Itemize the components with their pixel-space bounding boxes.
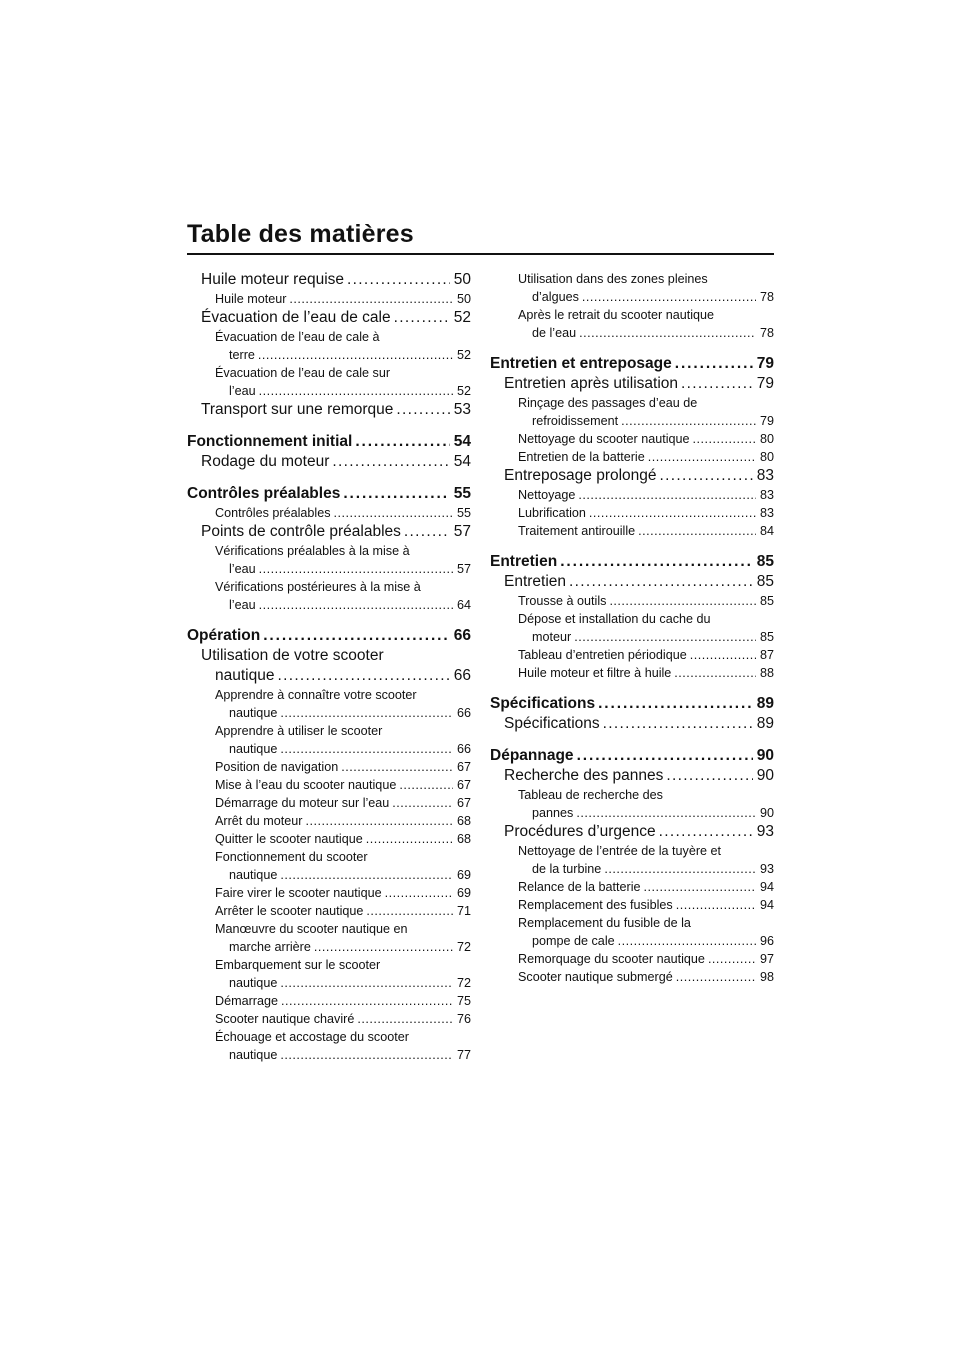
toc-entry[interactable] — [490, 914, 774, 950]
toc-entry-label: Faire virer le scooter nautique — [215, 886, 382, 900]
toc-entry-page: 54 — [453, 453, 471, 470]
dot-leader — [638, 522, 756, 540]
toc-entry-page: 71 — [456, 904, 471, 918]
toc-entry[interactable] — [187, 432, 471, 452]
dot-leader — [598, 694, 753, 714]
toc-entry-page: 85 — [756, 573, 774, 590]
dot-leader — [604, 860, 756, 878]
toc-entry-label: nautique — [229, 976, 278, 990]
dot-leader — [674, 664, 756, 682]
dot-leader — [648, 448, 756, 466]
toc-entry-page: 87 — [759, 648, 774, 662]
toc-entry-label: Entretien et entreposage — [490, 355, 672, 372]
dot-leader — [676, 896, 756, 914]
toc-entry-page: 67 — [456, 796, 471, 810]
dot-leader — [676, 968, 756, 986]
toc-entry-label-lead: Évacuation de l’eau de cale sur — [215, 366, 391, 380]
toc-entry-label-lead: Apprendre à connaître votre scooter — [215, 688, 417, 702]
toc-entry-label: pannes — [532, 806, 574, 820]
toc-entry-page: 94 — [759, 898, 774, 912]
toc-entry-label: refroidissement — [532, 414, 619, 428]
toc-entry-page: 83 — [759, 506, 774, 520]
dot-leader — [618, 932, 756, 950]
toc-entry[interactable] — [490, 786, 774, 822]
toc-entry[interactable] — [187, 848, 471, 884]
toc-entry-label: pompe de cale — [532, 934, 615, 948]
toc-entry-label-lead: Échouage et accostage du scooter — [215, 1030, 409, 1044]
toc-entry-page: 85 — [759, 594, 774, 608]
toc-entry[interactable] — [187, 542, 471, 578]
toc-entry-label: l’eau — [229, 562, 256, 576]
toc-entry[interactable] — [187, 1010, 471, 1028]
toc-entry[interactable] — [187, 776, 471, 794]
toc-entry[interactable] — [490, 646, 774, 664]
toc-entry-page: 78 — [759, 326, 774, 340]
dot-leader — [666, 766, 752, 786]
dot-leader — [621, 412, 756, 430]
toc-entry[interactable] — [187, 290, 471, 308]
toc-entry-label: Évacuation de l’eau de cale — [201, 309, 391, 326]
toc-entry-label: Relance de la batterie — [518, 880, 641, 894]
toc-entry-page: 78 — [759, 290, 774, 304]
toc-entry-label: Entretien de la batterie — [518, 450, 645, 464]
toc-entry[interactable] — [187, 270, 471, 290]
toc-entry[interactable] — [187, 812, 471, 830]
dot-leader — [675, 354, 753, 374]
toc-entry-page: 67 — [456, 778, 471, 792]
toc-entry-page: 55 — [456, 506, 471, 520]
toc-entry[interactable] — [187, 484, 471, 504]
dot-leader — [560, 552, 753, 572]
toc-entry-page: 93 — [759, 862, 774, 876]
toc-entry-label: Traitement antirouille — [518, 524, 636, 538]
toc-entry-page: 52 — [456, 384, 471, 398]
toc-entry-page: 88 — [759, 666, 774, 680]
toc-entry[interactable] — [490, 878, 774, 896]
dot-leader — [569, 572, 753, 592]
toc-entry[interactable] — [187, 328, 471, 364]
toc-entry-page: 52 — [456, 348, 471, 362]
toc-entry-page: 66 — [453, 627, 471, 644]
dot-leader — [280, 1046, 453, 1064]
dot-leader — [394, 308, 450, 328]
toc-entry-label: l’eau — [229, 384, 256, 398]
dot-leader — [609, 592, 756, 610]
toc-entry-page: 77 — [456, 1048, 471, 1062]
toc-entry[interactable] — [187, 686, 471, 722]
dot-leader — [259, 596, 453, 614]
toc-entry-page: 68 — [456, 832, 471, 846]
toc-entry-page: 76 — [456, 1012, 471, 1026]
toc-entry[interactable] — [187, 452, 471, 472]
toc-entry[interactable] — [490, 592, 774, 610]
toc-entry-page: 94 — [759, 880, 774, 894]
toc-entry-page: 90 — [756, 767, 774, 784]
toc-entry-label: nautique — [229, 742, 278, 756]
toc-entry-label: Entreposage prolongé — [504, 467, 657, 484]
toc-entry-label: d’algues — [532, 290, 579, 304]
toc-entry-label: Scooter nautique chaviré — [215, 1012, 355, 1026]
toc-entry[interactable] — [490, 968, 774, 986]
dot-leader — [289, 290, 453, 308]
dot-leader — [280, 740, 453, 758]
toc-entry-page: 55 — [453, 485, 471, 502]
toc-entry[interactable] — [490, 610, 774, 646]
toc-entry-page: 96 — [759, 934, 774, 948]
toc-entry[interactable] — [490, 766, 774, 786]
toc-entry-page: 66 — [453, 667, 471, 684]
toc-entry-label-lead: Manœuvre du scooter nautique en — [215, 922, 408, 936]
toc-entry-label: Fonctionnement initial — [187, 433, 353, 450]
toc-entry-label: Rodage du moteur — [201, 453, 330, 470]
dot-leader — [690, 646, 756, 664]
toc-entry-page: 57 — [453, 523, 471, 540]
dot-leader — [582, 288, 756, 306]
toc-entry-label: Procédures d’urgence — [504, 823, 656, 840]
dot-leader — [259, 560, 453, 578]
dot-leader — [357, 1010, 453, 1028]
toc-entry-label: Démarrage — [215, 994, 278, 1008]
toc-entry-page: 85 — [759, 630, 774, 644]
dot-leader — [332, 452, 449, 472]
toc-entry-page: 79 — [756, 375, 774, 392]
toc-entry-label: nautique — [215, 667, 275, 684]
toc-entry[interactable] — [187, 884, 471, 902]
toc-entry-label: Huile moteur et filtre à huile — [518, 666, 672, 680]
toc-entry[interactable] — [490, 306, 774, 342]
toc-entry[interactable] — [490, 896, 774, 914]
toc-entry[interactable] — [490, 466, 774, 486]
toc-entry-page: 84 — [759, 524, 774, 538]
toc-entry-label: Huile moteur requise — [201, 271, 345, 288]
toc-entry[interactable] — [187, 646, 471, 686]
toc-entry-label: Dépannage — [490, 747, 574, 764]
toc-entry[interactable] — [187, 504, 471, 522]
dot-leader — [366, 830, 453, 848]
toc-entry-label-lead: Évacuation de l’eau de cale à — [215, 330, 380, 344]
dot-leader — [281, 992, 453, 1010]
dot-leader — [341, 758, 453, 776]
toc-entry[interactable] — [187, 992, 471, 1010]
toc-entry-label: Nettoyage du scooter nautique — [518, 432, 690, 446]
toc-entry-page: 79 — [759, 414, 774, 428]
toc-entry-page: 50 — [453, 271, 471, 288]
toc-entry-label: Arrêter le scooter nautique — [215, 904, 364, 918]
toc-entry-label-lead: Utilisation de votre scooter — [201, 647, 384, 664]
toc-entry-label: Contrôles préalables — [215, 506, 331, 520]
toc-entry-page: 52 — [453, 309, 471, 326]
toc-entry-label: terre — [229, 348, 255, 362]
toc-entry-label: l’eau — [229, 598, 256, 612]
title-rule — [187, 253, 774, 255]
dot-leader — [681, 374, 753, 394]
dot-leader — [343, 484, 449, 504]
toc-entry[interactable] — [490, 486, 774, 504]
toc-entry-page: 89 — [756, 695, 774, 712]
toc-entry-page: 53 — [453, 401, 471, 418]
dot-leader — [579, 324, 756, 342]
dot-leader — [708, 950, 756, 968]
dot-leader — [396, 400, 449, 420]
toc-entry[interactable] — [490, 270, 774, 306]
toc-entry-label: Position de navigation — [215, 760, 339, 774]
toc-column-right — [490, 270, 774, 986]
dot-leader — [578, 486, 756, 504]
dot-leader — [577, 746, 753, 766]
toc-entry-page: 89 — [756, 715, 774, 732]
toc-entry-page: 85 — [756, 553, 774, 570]
dot-leader — [355, 432, 449, 452]
toc-entry-page: 69 — [456, 886, 471, 900]
toc-entry-label: Huile moteur — [215, 292, 287, 306]
dot-leader — [280, 866, 453, 884]
toc-entry[interactable] — [490, 504, 774, 522]
toc-entry[interactable] — [187, 902, 471, 920]
toc-entry-label-lead: Tableau de recherche des — [518, 788, 663, 802]
toc-entry-page: 79 — [756, 355, 774, 372]
toc-entry[interactable] — [490, 714, 774, 734]
toc-entry[interactable] — [187, 956, 471, 992]
toc-entry[interactable] — [490, 664, 774, 682]
toc-entry[interactable] — [187, 626, 471, 646]
toc-entry-page: 72 — [456, 940, 471, 954]
dot-leader — [574, 628, 756, 646]
toc-entry[interactable] — [490, 950, 774, 968]
toc-entry-label: nautique — [229, 1048, 278, 1062]
toc-entry-label: Scooter nautique submergé — [518, 970, 673, 984]
toc-entry-label: Nettoyage — [518, 488, 576, 502]
toc-entry-page: 72 — [456, 976, 471, 990]
toc-entry-label-lead: Dépose et installation du cache du — [518, 612, 711, 626]
toc-entry-label: Remorquage du scooter nautique — [518, 952, 705, 966]
toc-entry-label: Transport sur une remorque — [201, 401, 394, 418]
toc-entry-label: Remplacement des fusibles — [518, 898, 673, 912]
toc-entry-label-lead: Après le retrait du scooter nautique — [518, 308, 715, 322]
toc-entry[interactable] — [490, 522, 774, 540]
toc-entry-label: de l’eau — [532, 326, 577, 340]
toc-entry[interactable] — [490, 374, 774, 394]
dot-leader — [277, 666, 449, 686]
toc-entry-label-lead: Embarquement sur le scooter — [215, 958, 381, 972]
toc-entry-page: 97 — [759, 952, 774, 966]
toc-entry[interactable] — [187, 722, 471, 758]
toc-entry-label: Entretien après utilisation — [504, 375, 679, 392]
toc-entry-label: de la turbine — [532, 862, 602, 876]
toc-entry-page: 98 — [759, 970, 774, 984]
toc-entry-label-lead: Fonctionnement du scooter — [215, 850, 368, 864]
toc-entry-page: 66 — [456, 742, 471, 756]
dot-leader — [314, 938, 453, 956]
toc-entry[interactable] — [187, 758, 471, 776]
toc-entry-page: 80 — [759, 432, 774, 446]
dot-leader — [306, 812, 453, 830]
toc-entry-page: 54 — [453, 433, 471, 450]
toc-entry[interactable] — [490, 842, 774, 878]
toc-entry-label: Démarrage du moteur sur l’eau — [215, 796, 390, 810]
toc-entry-label-lead: Utilisation dans des zones pleines — [518, 272, 708, 286]
toc-entry[interactable] — [490, 822, 774, 842]
toc-entry-label: Contrôles préalables — [187, 485, 341, 502]
toc-entry-label: Points de contrôle préalables — [201, 523, 401, 540]
dot-leader — [589, 504, 756, 522]
toc-entry[interactable] — [187, 830, 471, 848]
toc-entry-page: 83 — [759, 488, 774, 502]
dot-leader — [258, 346, 453, 364]
toc-entry-label-lead: Apprendre à utiliser le scooter — [215, 724, 383, 738]
dot-leader — [280, 704, 453, 722]
toc-entry-page: 83 — [756, 467, 774, 484]
dot-leader — [334, 504, 453, 522]
dot-leader — [603, 714, 753, 734]
dot-leader — [263, 626, 450, 646]
toc-entry[interactable] — [490, 394, 774, 430]
toc-entry[interactable] — [187, 1028, 471, 1064]
toc-entry-page: 68 — [456, 814, 471, 828]
toc-entry-label: Lubrification — [518, 506, 586, 520]
toc-entry-label: Trousse à outils — [518, 594, 607, 608]
toc-entry-page: 67 — [456, 760, 471, 774]
dot-leader — [347, 270, 450, 290]
toc-entry-label: Opération — [187, 627, 261, 644]
toc-entry[interactable] — [490, 430, 774, 448]
toc-entry-label: Arrêt du moteur — [215, 814, 303, 828]
dot-leader — [392, 794, 453, 812]
toc-entry-label-lead: Vérifications préalables à la mise à — [215, 544, 410, 558]
toc-entry-label-lead: Vérifications postérieures à la mise à — [215, 580, 421, 594]
toc-entry[interactable] — [490, 448, 774, 466]
toc-entry-label: Tableau d’entretien périodique — [518, 648, 687, 662]
toc-entry-label: moteur — [532, 630, 572, 644]
toc-entry-label-lead: Nettoyage de l’entrée de la tuyère et — [518, 844, 722, 858]
toc-entry-label: Quitter le scooter nautique — [215, 832, 363, 846]
toc-entry[interactable] — [187, 920, 471, 956]
toc-entry-label: marche arrière — [229, 940, 311, 954]
dot-leader — [576, 804, 756, 822]
toc-entry-label: nautique — [229, 706, 278, 720]
toc-entry[interactable] — [490, 354, 774, 374]
dot-leader — [399, 776, 453, 794]
toc-entry-page: 57 — [456, 562, 471, 576]
toc-entry-page: 93 — [756, 823, 774, 840]
toc-entry-page: 80 — [759, 450, 774, 464]
toc-entry-label: Spécifications — [490, 695, 596, 712]
toc-entry-label: Spécifications — [504, 715, 600, 732]
dot-leader — [693, 430, 756, 448]
toc-entry-label: Recherche des pannes — [504, 767, 664, 784]
toc-entry-page: 90 — [759, 806, 774, 820]
toc-entry-label-lead: Remplacement du fusible de la — [518, 916, 691, 930]
toc-entry[interactable] — [490, 572, 774, 592]
page-title: Table des matières — [187, 220, 414, 248]
toc-entry[interactable] — [490, 694, 774, 714]
toc-entry-page: 66 — [456, 706, 471, 720]
toc-entry-page: 69 — [456, 868, 471, 882]
dot-leader — [280, 974, 453, 992]
toc-entry[interactable] — [187, 364, 471, 400]
toc-entry-label-lead: Rinçage des passages d’eau de — [518, 396, 698, 410]
toc-entry-page: 50 — [456, 292, 471, 306]
dot-leader — [259, 382, 453, 400]
toc-entry[interactable] — [187, 794, 471, 812]
dot-leader — [404, 522, 450, 542]
toc-entry[interactable] — [187, 400, 471, 420]
toc-entry[interactable] — [187, 522, 471, 542]
dot-leader — [366, 902, 453, 920]
toc-entry-label: Entretien — [490, 553, 558, 570]
toc-entry[interactable] — [490, 746, 774, 766]
toc-entry-label: Mise à l’eau du scooter nautique — [215, 778, 397, 792]
toc-entry[interactable] — [187, 308, 471, 328]
toc-entry[interactable] — [187, 578, 471, 614]
dot-leader — [659, 822, 753, 842]
dot-leader — [660, 466, 753, 486]
dot-leader — [644, 878, 756, 896]
toc-entry-page: 90 — [756, 747, 774, 764]
toc-entry-page: 75 — [456, 994, 471, 1008]
toc-column-left — [187, 270, 471, 1064]
toc-entry-page: 64 — [456, 598, 471, 612]
toc-entry-label: Entretien — [504, 573, 567, 590]
dot-leader — [385, 884, 453, 902]
toc-entry[interactable] — [490, 552, 774, 572]
toc-entry-label: nautique — [229, 868, 278, 882]
